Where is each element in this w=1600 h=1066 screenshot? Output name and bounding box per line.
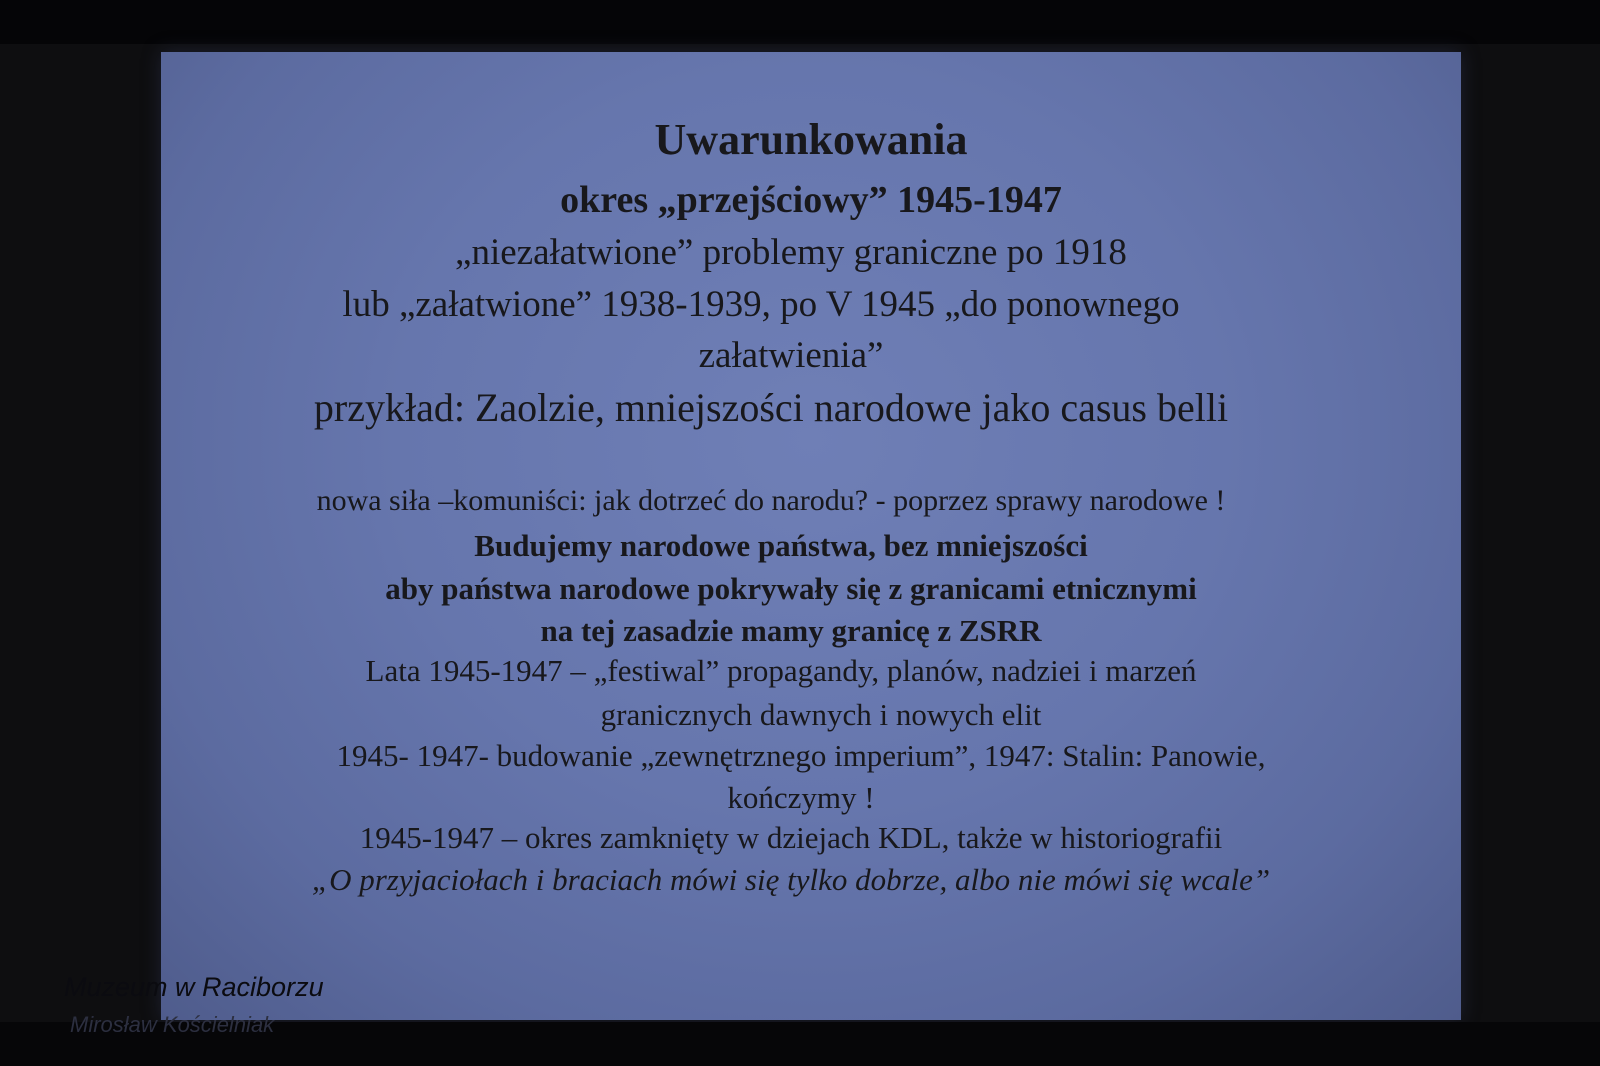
slide-line: granicznych dawnych i nowych elit bbox=[600, 697, 1042, 732]
projection-screen bbox=[161, 52, 1461, 1020]
slide-line: kończymy ! bbox=[727, 780, 875, 815]
watermark-museum: Muzeum w Raciborzu bbox=[64, 972, 324, 1002]
dark-top-border bbox=[0, 0, 1600, 44]
watermark-author bbox=[70, 1012, 274, 1022]
slide-line: przykład: Zaolzie, mniejszości narodowe jako casus belli bbox=[313, 385, 1229, 430]
slide-line: Budujemy narodowe państwa, bez mniejszości bbox=[474, 528, 1088, 563]
slide-quote: „O przyjaciołach i braciach mówi się tylko dobrze, albo nie mówi się wcale” bbox=[311, 862, 1271, 897]
slide-line: aby państwa narodowe pokrywały się z granicami etnicznymi bbox=[385, 571, 1197, 606]
slide-line: lub „załatwione” 1938-1939, po V 1945 „do ponownego bbox=[342, 284, 1180, 325]
slide-line: Lata 1945-1947 – „festiwal” propagandy, planów, nadziei i marzeń bbox=[365, 653, 1197, 688]
slide-line: załatwienia” bbox=[698, 335, 884, 376]
slide-line: 1945- 1947- budowanie „zewnętrznego imperium”, 1947: Stalin: Panowie, bbox=[336, 738, 1266, 773]
slide-line: „niezałatwione” problemy graniczne po 1918 bbox=[455, 232, 1127, 273]
slide-line: na tej zasadzie mamy granicę z ZSRR bbox=[540, 613, 1042, 648]
slide-title: Uwarunkowania bbox=[654, 115, 968, 164]
slide-line: nowa siła –komuniści: jak dotrzeć do narodu? - poprzez sprawy narodowe ! bbox=[316, 484, 1226, 517]
slide-subtitle: okres „przejściowy” 1945-1947 bbox=[560, 179, 1062, 221]
slide-line: 1945-1947 – okres zamknięty w dziejach KDL, także w historiografii bbox=[359, 820, 1223, 855]
